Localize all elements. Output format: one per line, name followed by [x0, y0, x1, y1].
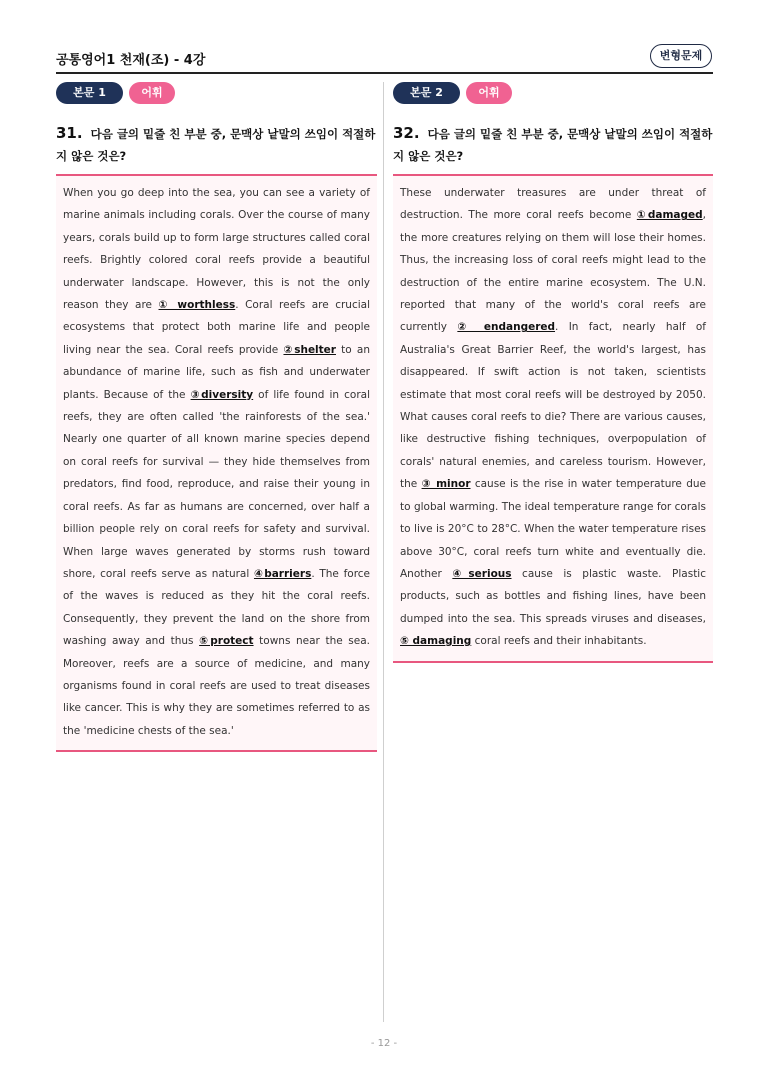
question-number-31: 31. [56, 124, 83, 142]
question-text-31: 다음 글의 밑줄 친 부분 중, 문맥상 낱말의 쓰임이 적절하지 않은 것은? [56, 127, 376, 163]
passage-text: coral reefs and their inhabitants. [471, 635, 647, 648]
passage-text: . The force of the waves is reduced as they hit the coral reefs. Consequently, they prevent the land on the shore from washing away and thus [63, 567, 371, 648]
blank-3: ③ minor [421, 478, 471, 491]
blank-5: ⑤ damaging [400, 635, 472, 648]
question-32 [393, 122, 713, 167]
passage-text: . In fact, nearly half of Australia's Great Barrier Reef, the world's largest, has disappeared. If swift action is not taken, scientists estimate that most coral reefs will be destroyed by 2050. What causes coral reefs to die? There are various causes, like destructive fishing techniques, overpopulation of corals' natural enemies, and careless tourism. However, the [400, 321, 706, 491]
passage-text: of life found in coral reefs, they are often called 'the rainforests of the sea.' Nearly one quarter of all known marine species depend on coral reefs for survival — they hide themselves from predators, find food, reproduce, and raise their young in coral reefs. As far as humans are concerned, over half a billion people rely on coral reefs for safety and survival. When large waves generated by storms rush toward shore, coral reefs serve as natural [63, 388, 370, 580]
blank-4: ④serious [452, 567, 512, 580]
passage-text: , the more creatures relying on them will lose their homes. Thus, the increasing loss of coral reefs might lead to the destruction of the entire marine ecosystem. The U.N. reported that many of the world's coral reefs are currently [400, 209, 706, 334]
passage-text: to an abundance of marine life, such as fish and underwater plants. Because of the [63, 343, 370, 401]
passage-bottom-rule-1 [56, 750, 377, 752]
blank-1: ①damaged [636, 209, 703, 222]
blank-2: ② endangered [457, 321, 556, 334]
vocab-tag-1: 어휘 [129, 82, 175, 104]
type-badge: 변형문제 [650, 44, 712, 68]
page-title: 공통영어1 천재(조) - 4강 [56, 53, 206, 68]
passage-text: These underwater treasures are under threat of destruction. The more coral reefs become [400, 187, 706, 222]
vocab-tag-2: 어휘 [466, 82, 512, 104]
question-31 [56, 122, 377, 167]
passage-text: cause is the rise in water temperature due to global warming. The ideal temperature range for corals to live is 20°C to 28°C. When the water temperature rises above 30°C, coral reefs turn white and eventually die. Another [400, 478, 707, 580]
question-text-32: 다음 글의 밑줄 친 부분 중, 문맥상 낱말의 쓰임이 적절하지 않은 것은? [393, 127, 713, 163]
passage-text: towns near the sea. Moreover, reefs are a source of medicine, and many organisms found in coral reefs are used to treat diseases like cancer. This is why they are sometimes referred to as the 'medicine chests of the sea.' [63, 635, 371, 737]
blank-3: ③diversity [190, 388, 254, 401]
left-column [56, 82, 377, 752]
passage-text: . Coral reefs are crucial ecosystems that protect both marine life and people living near the sea. Coral reefs provide [63, 299, 371, 356]
passage-1 [56, 176, 377, 750]
passage-tag-1: 본문 1 [56, 82, 123, 104]
column-divider [383, 82, 384, 1022]
blank-1: ① worthless [158, 299, 236, 312]
passage-text: When you go deep into the sea, you can see a variety of marine animals including corals. Over the course of many years, corals build up to form large structures called coral reefs. Brightly colored coral reefs provide a beautiful underwater landscape. However, this is not the only reason they are [63, 187, 370, 312]
blank-5: ⑤protect [199, 635, 254, 648]
right-column [393, 82, 713, 663]
blank-4: ④barriers [253, 567, 312, 580]
passage-text: cause is plastic waste. Plastic products, such as bottles and fishing lines, have been dumped into the sea. This spreads viruses and diseases, [400, 567, 706, 625]
question-number-32: 32. [393, 124, 420, 142]
passage-2 [393, 176, 713, 661]
page-number: - 12 - [370, 1038, 398, 1049]
right-tags [393, 82, 713, 104]
header-divider [56, 72, 713, 74]
left-tags [56, 82, 377, 104]
blank-2: ②shelter [283, 343, 336, 356]
passage-bottom-rule-2 [393, 661, 713, 663]
passage-tag-2: 본문 2 [393, 82, 460, 104]
